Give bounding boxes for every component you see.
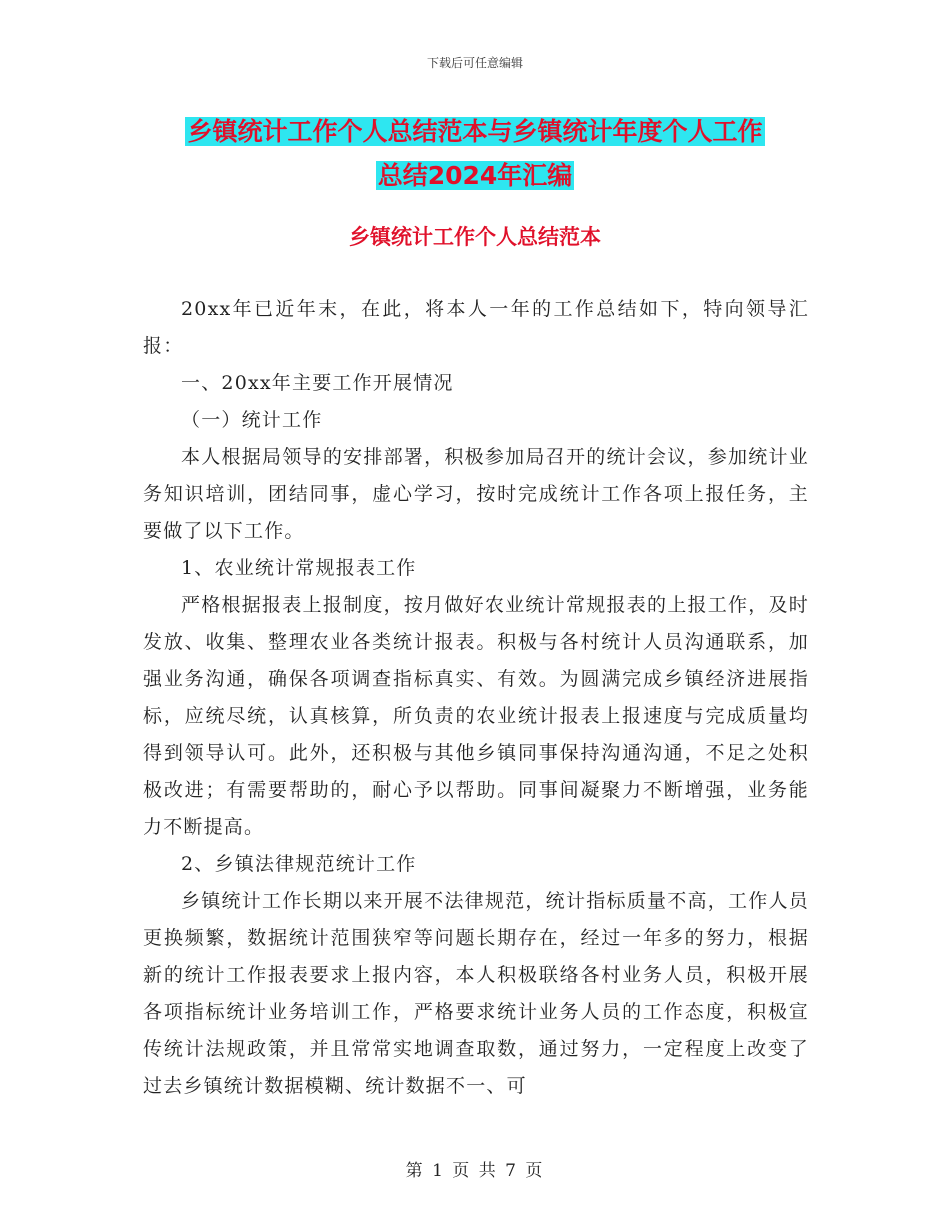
paragraph: 严格根据报表上报制度，按月做好农业统计常规报表的上报工作，及时发放、收集、整理农业各类统计报表。积极与各村统计人员沟通联系，加强业务沟通，确保各项调查指标真实、有效。为圆满完成乡镇经济进展指标，应统尽统，认真核算，所负责的农业统计报表上报速度与完成质量均得到领导认可。此外，还积极与其他乡镇同事保持沟通沟通，不足之处积极改进；有需要帮助的，耐心予以帮助。同事间凝聚力不断增强，业务能力不断提高。 bbox=[143, 594, 809, 838]
paragraph: 乡镇统计工作长期以来开展不法律规范，统计指标质量不高，工作人员更换频繁，数据统计范围狭窄等问题长期存在，经过一年多的努力，根据新的统计工作报表要求上报内容，本人积极联络各村业务人员，积极开展各项指标统计业务培训工作，严格要求统计业务人员的工作态度，积极宣传统计法规政策，并且常常实地调查取数，通过努力，一定程度上改变了过去乡镇统计数据模糊、统计数据不一、可 bbox=[143, 890, 809, 1097]
page-footer: 第 1 页 共 7 页 bbox=[405, 1161, 545, 1181]
heading-level-3: 2、乡镇法律规范统计工作 bbox=[181, 853, 417, 875]
title-line-2: 总结2024年汇编 bbox=[377, 161, 573, 190]
section-title: 乡镇统计工作个人总结范本 bbox=[349, 225, 601, 249]
heading-level-2: （一）统计工作 bbox=[181, 409, 323, 431]
paragraph: 20xx年已近年末，在此，将本人一年的工作总结如下，特向领导汇报： bbox=[143, 298, 809, 357]
document-title bbox=[0, 110, 950, 198]
document-body bbox=[143, 291, 809, 1105]
header-note: 下载后可任意编辑 bbox=[426, 56, 523, 70]
paragraph: 本人根据局领导的安排部署，积极参加局召开的统计会议，参加统计业务知识培训，团结同事，虚心学习，按时完成统计工作各项上报任务，主要做了以下工作。 bbox=[143, 446, 809, 542]
title-line-1: 乡镇统计工作个人总结范本与乡镇统计年度个人工作 bbox=[187, 117, 763, 146]
heading-level-1: 一、20xx年主要工作开展情况 bbox=[181, 372, 454, 394]
heading-level-3: 1、农业统计常规报表工作 bbox=[181, 557, 417, 579]
